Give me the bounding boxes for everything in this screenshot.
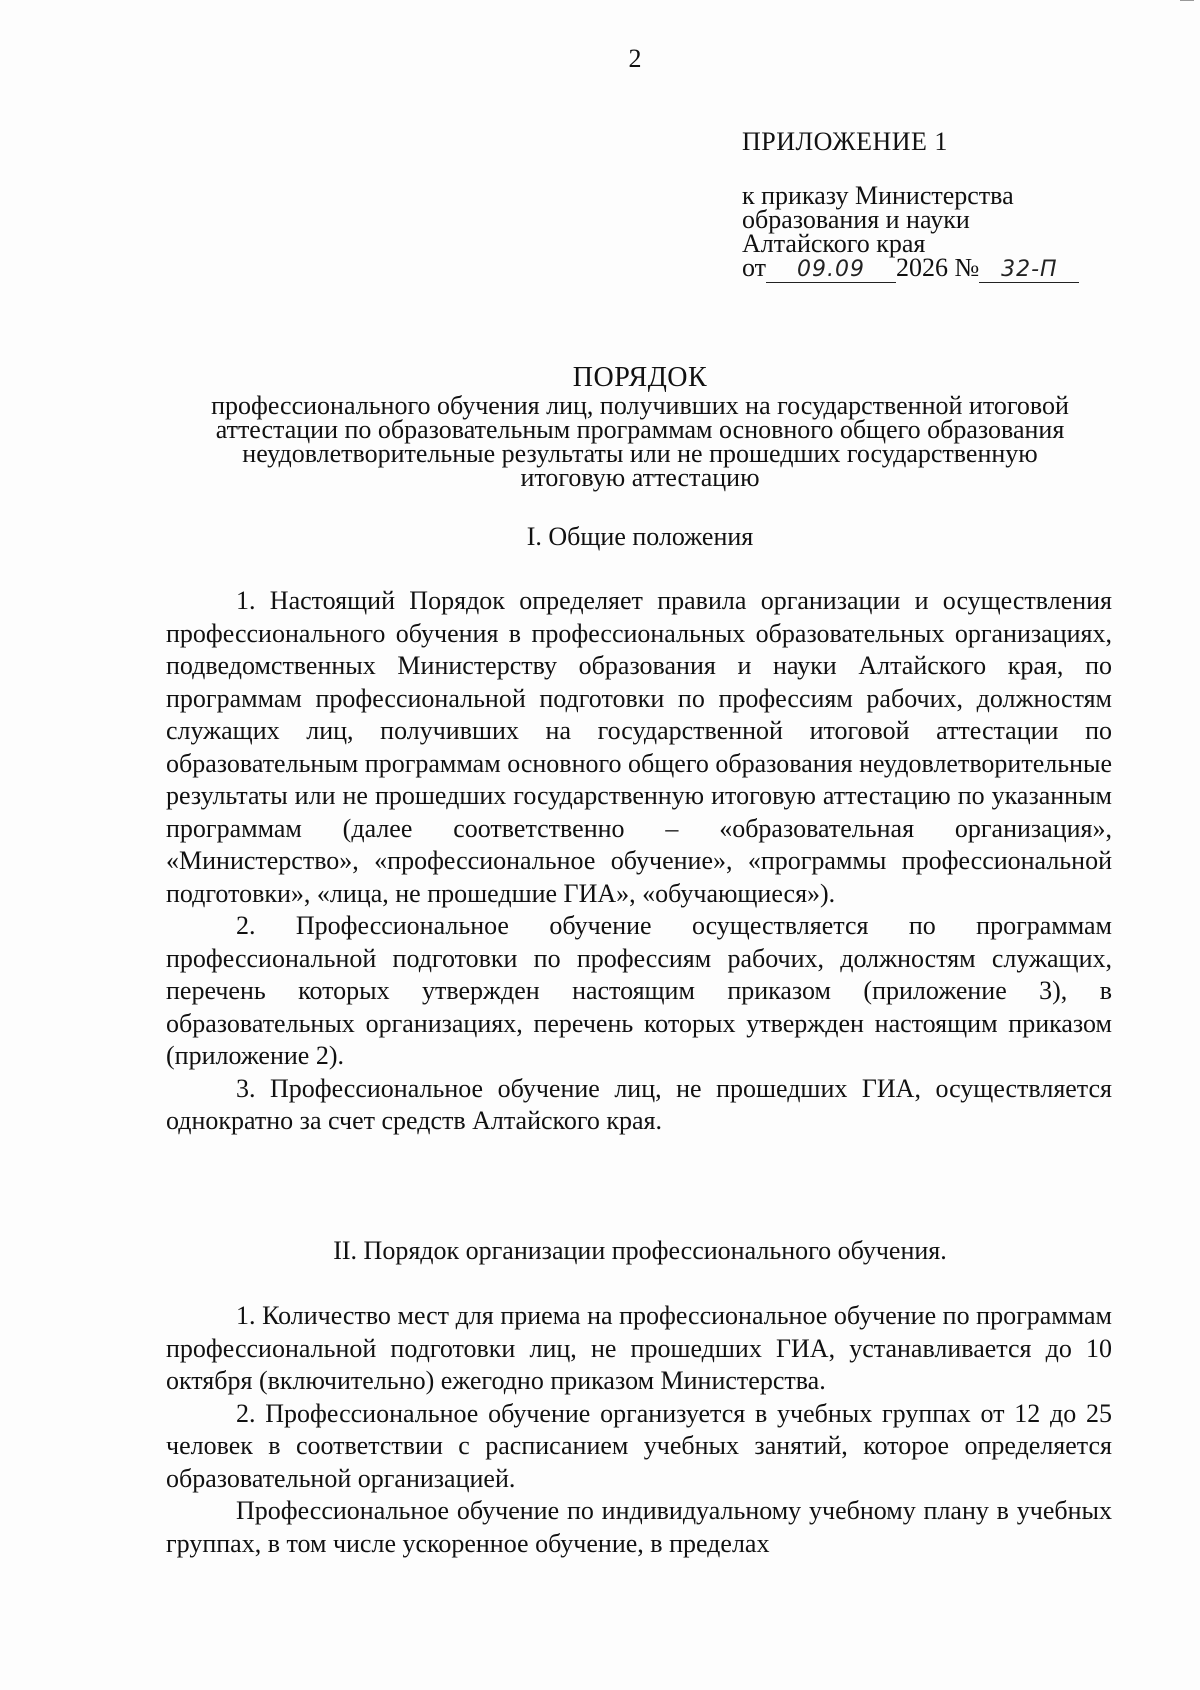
appendix-line: образования и науки [742, 205, 970, 234]
paragraph: 1. Настоящий Порядок определяет правила организации и осуществления профессионального обучения в профессиональных образовательных организациях, подведомственных Министерству образования и науки Алтайского края, по программам профессиональной подготовки по профессиям рабочих, должностям служащих лиц, получивших на государственной итоговой аттестации по образовательным программам основного общего образования неудовлетворительные результаты или не прошедших государственную итоговую аттестацию по указанным программам (далее соответственно – «образовательная организация», «Министерство», «профессиональное обучение», «программы профессиональной подготовки», «лица, не прошедшие ГИА», «обучающиеся»). [166, 586, 1112, 908]
section-heading-general: I. Общие положения [526, 522, 754, 551]
paragraph: Профессиональное обучение по индивидуальному учебному плану в учебных группах, в том числе ускоренное обучение, в пределах [166, 1496, 1112, 1558]
paragraph: 2. Профессиональное обучение организуется в учебных группах от 12 до 25 человек в соответствии с расписанием учебных занятий, которое определяется образовательной организацией. [166, 1398, 1112, 1493]
section-heading-organization: II. Порядок организации профессионального обучения. [333, 1236, 947, 1265]
appendix-block [742, 127, 1142, 283]
appendix-line: к приказу Министерства [742, 181, 1014, 210]
section-organization-body [166, 1300, 1112, 1560]
order-date-line [742, 253, 1142, 283]
paragraph: 1. Количество мест для приема на профессиональное обучение по программам профессиональной подготовки лиц, не прошедших ГИА, устанавливается до 10 октября (включительно) ежегодно приказом Министерства. [166, 1301, 1112, 1395]
appendix-title: ПРИЛОЖЕНИЕ 1 [742, 127, 948, 156]
page-number: 2 [628, 44, 642, 73]
title-line: аттестации по образовательным программам основного общего образования [215, 415, 1065, 444]
paragraph: 3. Профессиональное обучение лиц, не прошедших ГИА, осуществляется однократно за счет средств Алтайского края. [166, 1073, 1112, 1135]
handwritten-order-number: 32-П [979, 258, 1079, 283]
handwritten-date: 09.09 [766, 258, 896, 283]
paragraph: 2. Профессиональное обучение осуществляется по программам профессиональной подготовки по профессиям рабочих, должностям служащих, перечень которых утвержден настоящим приказом (приложение 3), в образовательных организациях, перечень которых утвержден настоящим приказом (приложение 2). [166, 911, 1112, 1070]
section-general-body [166, 585, 1112, 1138]
title-main: ПОРЯДОК [572, 362, 708, 393]
document-title [160, 362, 1120, 492]
date-prefix: от [742, 253, 767, 282]
title-line: итоговую аттестацию [520, 463, 760, 492]
appendix-line: Алтайского края [742, 229, 926, 258]
title-line: неудовлетворительные результаты или не прошедших государственную [242, 439, 1038, 468]
scan-artifact [1180, 0, 1194, 5]
title-line: профессионального обучения лиц, получивших на государственной итоговой [211, 391, 1069, 420]
order-year: 2026 № [896, 253, 980, 282]
